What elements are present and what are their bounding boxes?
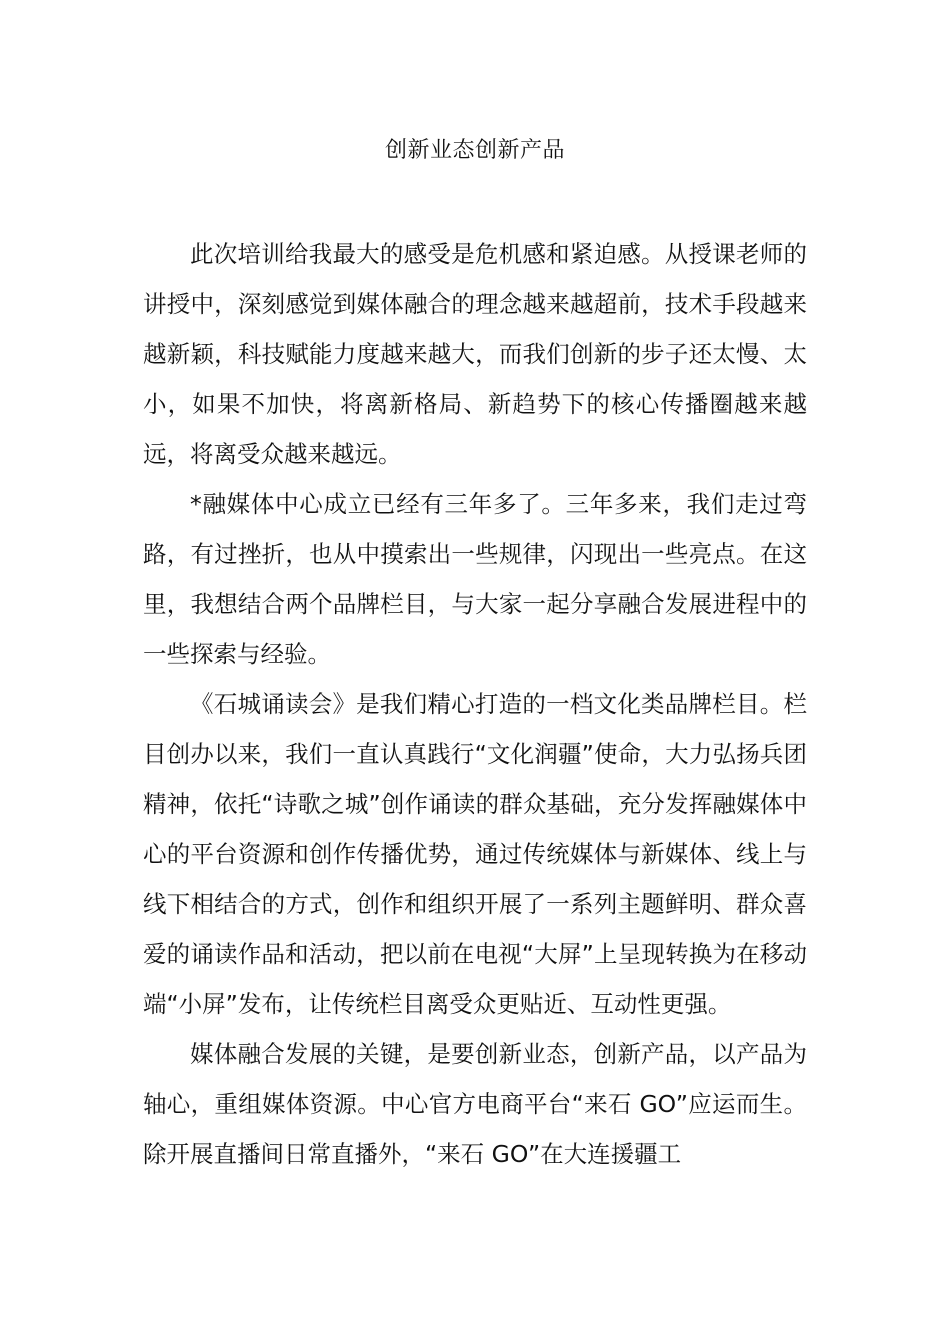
paragraph-1: 此次培训给我最大的感受是危机感和紧迫感。从授课老师的讲授中，深刻感觉到媒体融合的理念越来越超前，技术手段越来越新颖，科技赋能力度越来越大，而我们创新的步子还太慢、太小，如果不加快，将离新格局、新趋势下的核心传播圈越来越远，将离受众越来越远。 <box>143 240 807 468</box>
paragraph-3: 《石城诵读会》是我们精心打造的一档文化类品牌栏目。栏目创办以来，我们一直认真践行“文化润疆”使命，大力弘扬兵团精神，依托“诗歌之城”创作诵读的群众基础，充分发挥融媒体中心的平台资源和创作传播优势，通过传统媒体与新媒体、线上与线下相结合的方式，创作和组织开展了一系列主题鲜明、群众喜爱的诵读作品和活动，把以前在电视“大屏”上呈现转换为在移动端“小屏”发布，让传统栏目离受众更贴近、互动性更强。 <box>143 690 807 1018</box>
paragraph-4: 媒体融合发展的关键，是要创新业态，创新产品，以产品为轴心，重组媒体资源。中心官方电商平台“来石 GO”应运而生。除开展直播间日常直播外，“来石 GO”在大连援疆工 <box>143 1040 807 1168</box>
paragraph-2: *融媒体中心成立已经有三年多了。三年多来，我们走过弯路，有过挫折，也从中摸索出一些规律，闪现出一些亮点。在这里，我想结合两个品牌栏目，与大家一起分享融合发展进程中的一些探索与经验。 <box>143 490 807 668</box>
document-title: 创新业态创新产品 <box>384 138 565 163</box>
document-body <box>143 229 807 1179</box>
